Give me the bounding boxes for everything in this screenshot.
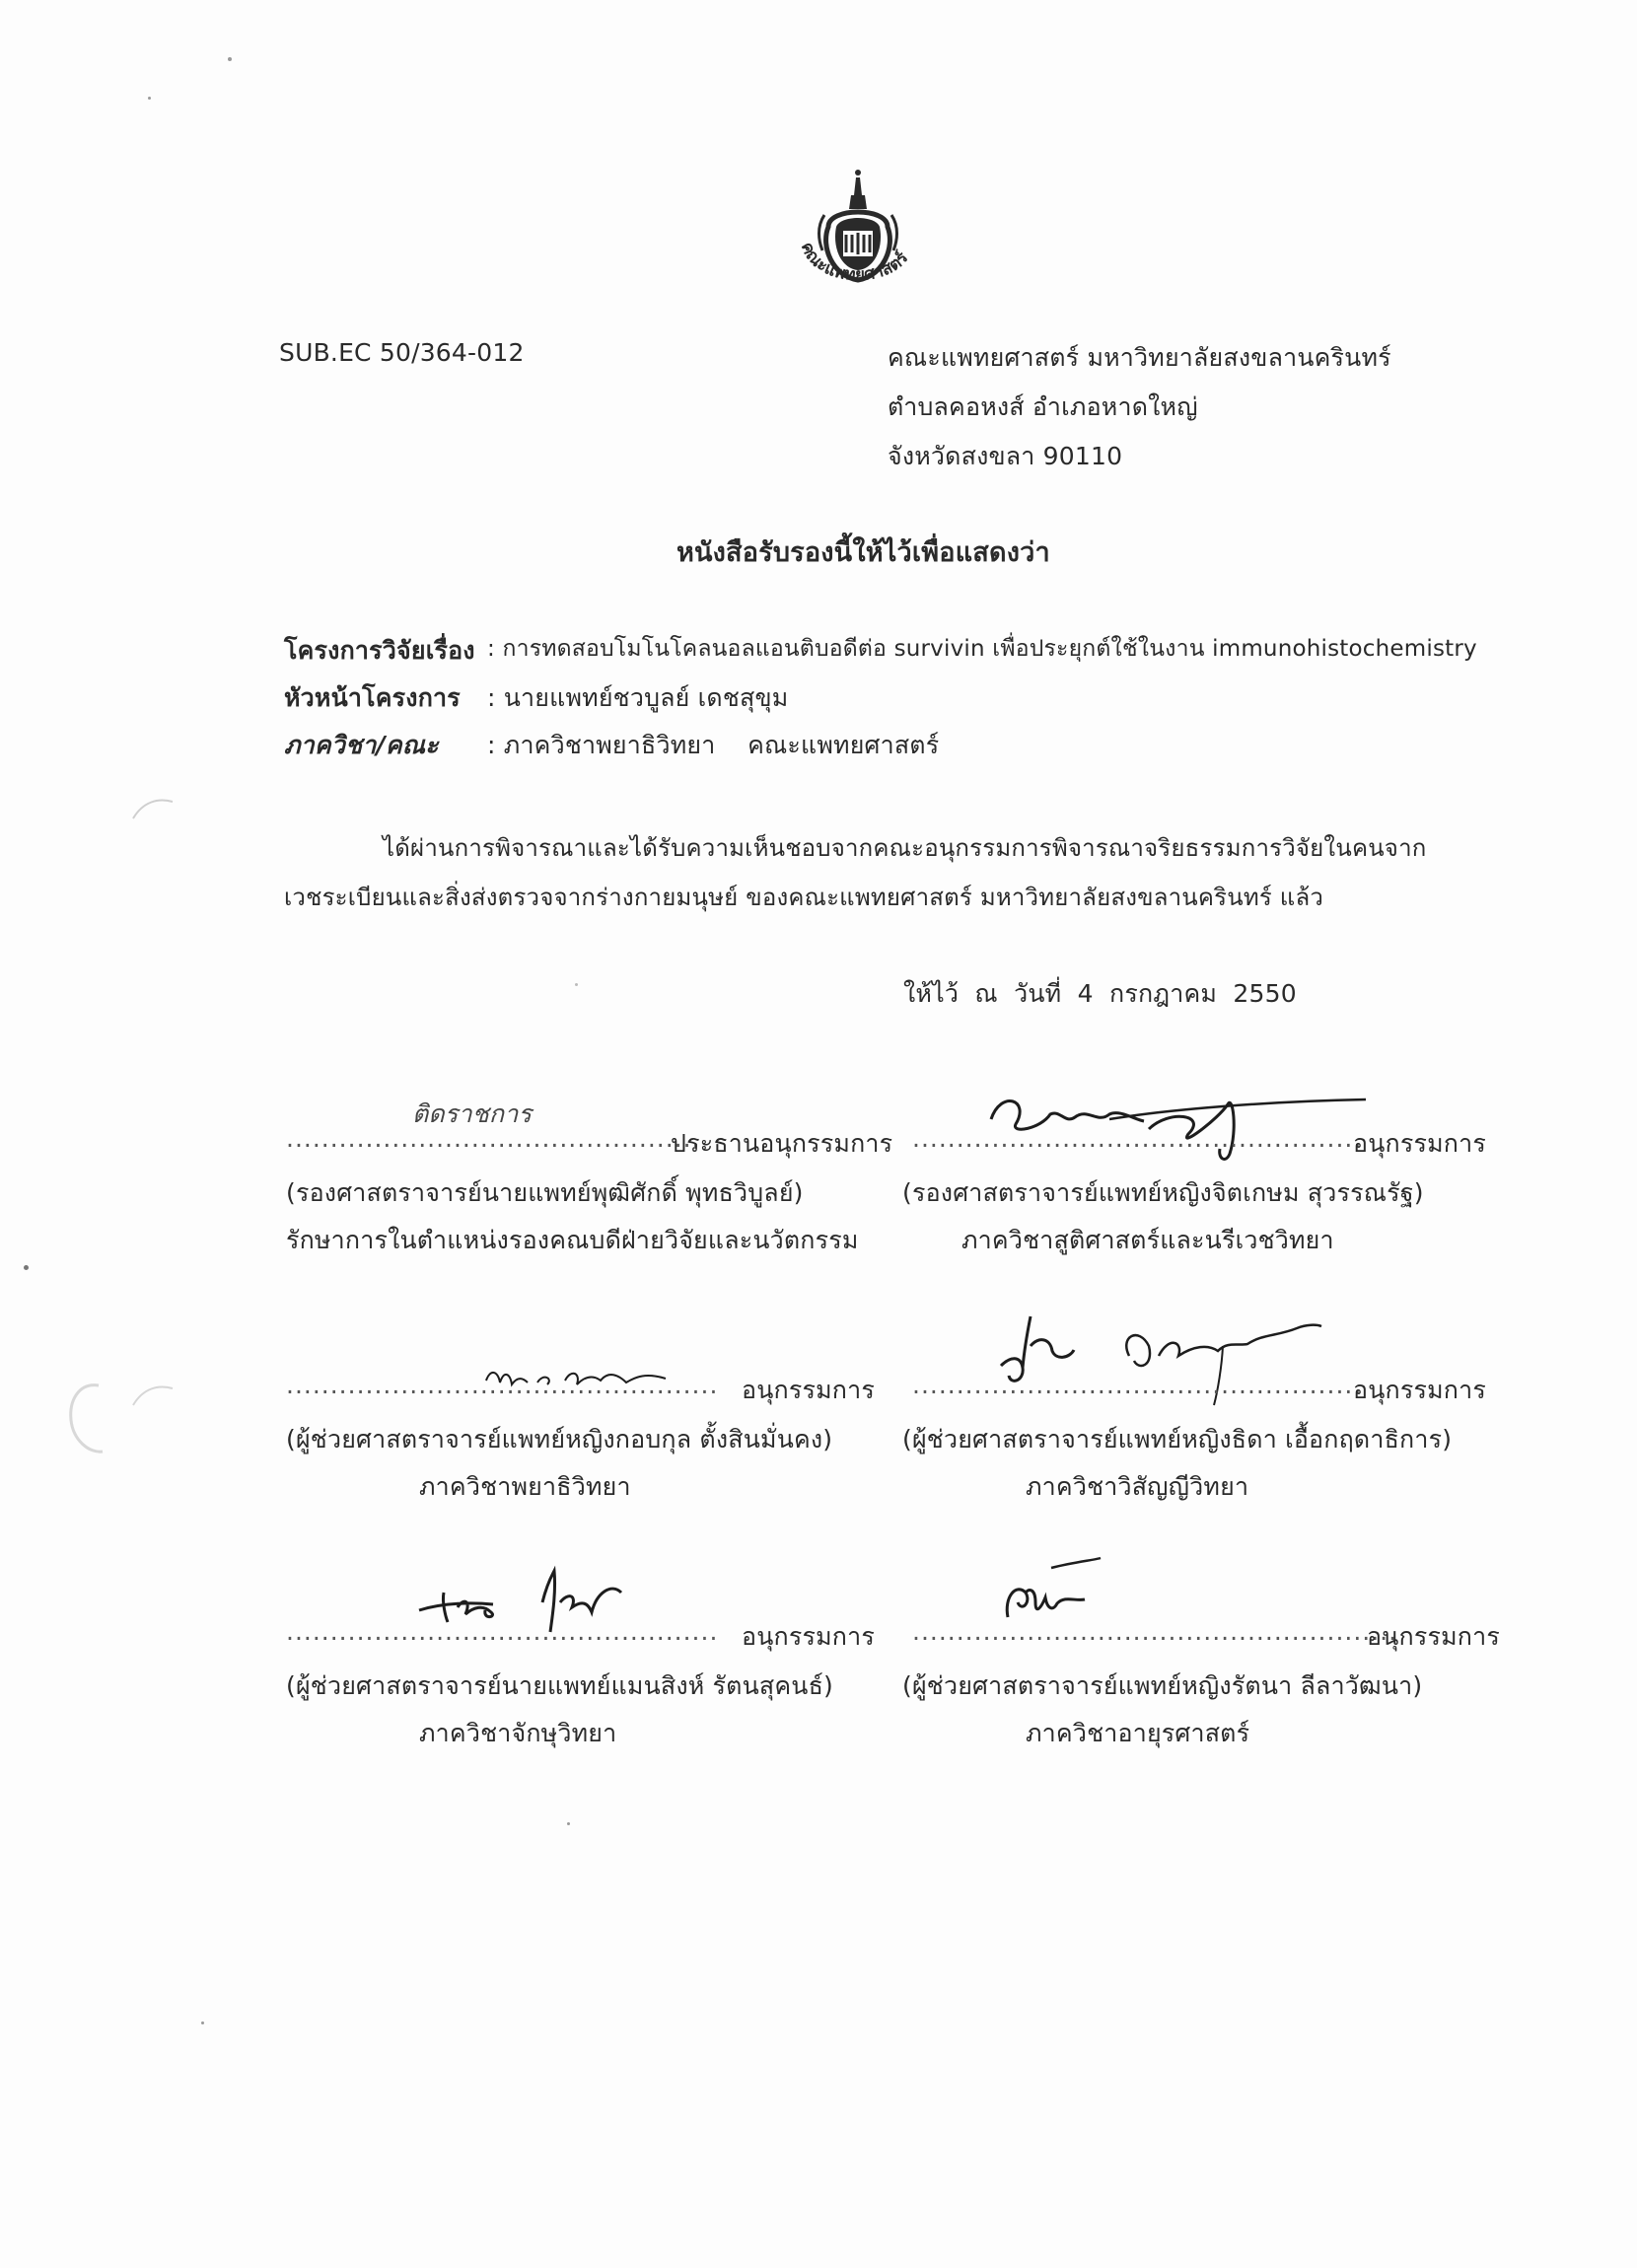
chair-name: (รองศาสตราจารย์นายแพทย์พุฒิศักดิ์ พุทธวิบูลย์) (286, 1178, 804, 1207)
member4-name: (ผู้ช่วยศาสตราจารย์นายแพทย์แมนสิงห์ รัตนสุคนธ์) (286, 1671, 833, 1700)
scan-speck (575, 983, 578, 986)
member2-role: อนุกรรมการ (742, 1376, 875, 1404)
body-line-1: ได้ผ่านการพิจารณาและได้รับความเห็นชอบจากคณะอนุกรรมการพิจารณาจริยธรรมการวิจัยในคนจาก (383, 834, 1427, 862)
scan-speck (228, 57, 232, 61)
head-value: : นายแพทย์ชวบูลย์ เดชสุขุม (487, 683, 789, 712)
project-label: โครงการวิจัยเรื่อง (284, 636, 475, 665)
scan-speck (567, 1822, 570, 1825)
member1-department: ภาควิชาสูติศาสตร์และนรีเวชวิทยา (961, 1226, 1334, 1254)
member2-department: ภาควิชาพยาธิวิทยา (419, 1472, 631, 1501)
member5-role: อนุกรรมการ (1367, 1622, 1500, 1651)
address-line-2: ตำบลคอหงส์ อำเภอหาดใหญ่ (888, 392, 1198, 421)
member5-name: (ผู้ช่วยศาสตราจารย์แพทย์หญิงรัตนา ลีลาวัฒนา) (902, 1671, 1423, 1700)
member2-signature-line: ................................................. (286, 1371, 719, 1399)
member3-role: อนุกรรมการ (1353, 1376, 1486, 1404)
chair-absence-note: ติดราชการ (412, 1099, 533, 1128)
chair-signature-line: ............................................... (286, 1124, 701, 1153)
head-label: หัวหน้าโครงการ (284, 683, 461, 712)
chair-position: รักษาการในตำแหน่งรองคณบดีฝ่ายวิจัยและนวัตกรรม (286, 1226, 859, 1254)
emblem-caption: คณะแพทยศาสตร์ (796, 239, 913, 286)
member5-signature-line: ....................................................... (912, 1617, 1398, 1646)
scan-speck (24, 1265, 29, 1270)
department-label: ภาควิชา/คณะ (284, 731, 439, 759)
punch-hole-mark (59, 1381, 108, 1459)
member4-signature-line: ................................................. (286, 1617, 719, 1646)
chair-role: ประธานอนุกรรมการ (671, 1129, 893, 1158)
member1-role: อนุกรรมการ (1353, 1129, 1486, 1158)
member1-name: (รองศาสตราจารย์แพทย์หญิงจิตเกษม สุวรรณรัฐ) (902, 1178, 1424, 1207)
emblem-icon (789, 168, 927, 316)
reference-number: SUB.EC 50/364-012 (279, 338, 525, 367)
faculty-emblem (789, 168, 927, 316)
scan-speck (148, 97, 151, 100)
punch-hole-mark (128, 794, 178, 823)
member1-signature-line: ................................................... (912, 1124, 1363, 1153)
address-line-3: จังหวัดสงขลา 90110 (888, 442, 1123, 470)
member4-department: ภาควิชาจักษุวิทยา (419, 1719, 617, 1747)
member5-department: ภาควิชาอายุรศาสตร์ (1026, 1719, 1250, 1747)
member3-name: (ผู้ช่วยศาสตราจารย์แพทย์หญิงธิดา เอื้อกฤดาธิการ) (902, 1425, 1453, 1453)
issue-date: ให้ไว้ ณ วันที่ 4 กรกฎาคม 2550 (903, 979, 1297, 1008)
member3-department: ภาควิชาวิสัญญีวิทยา (1026, 1472, 1249, 1501)
address-line-1: คณะแพทยศาสตร์ มหาวิทยาลัยสงขลานครินทร์ (888, 343, 1391, 372)
scan-speck (201, 2021, 204, 2024)
punch-hole-mark (128, 1381, 178, 1410)
project-value: : การทดสอบโมโนโคลนอลแอนติบอดีต่อ survivin เพื่อประยุกต์ใช้ในงาน immunohistochemistry (487, 636, 1477, 662)
member2-name: (ผู้ช่วยศาสตราจารย์แพทย์หญิงกอบกุล ตั้งสินมั่นคง) (286, 1425, 833, 1453)
member4-role: อนุกรรมการ (742, 1622, 875, 1651)
member3-signature-line: ................................................... (912, 1371, 1363, 1399)
body-line-2: เวชระเบียนและสิ่งส่งตรวจจากร่างกายมนุษย์ ของคณะแพทยศาสตร์ มหาวิทยาลัยสงขลานครินทร์ แล้ว (284, 884, 1324, 911)
department-value: : ภาควิชาพยาธิวิทยา คณะแพทยศาสตร์ (487, 731, 940, 759)
certificate-heading: หนังสือรับรองนี้ให้ไว้เพื่อแสดงว่า (676, 537, 1050, 568)
